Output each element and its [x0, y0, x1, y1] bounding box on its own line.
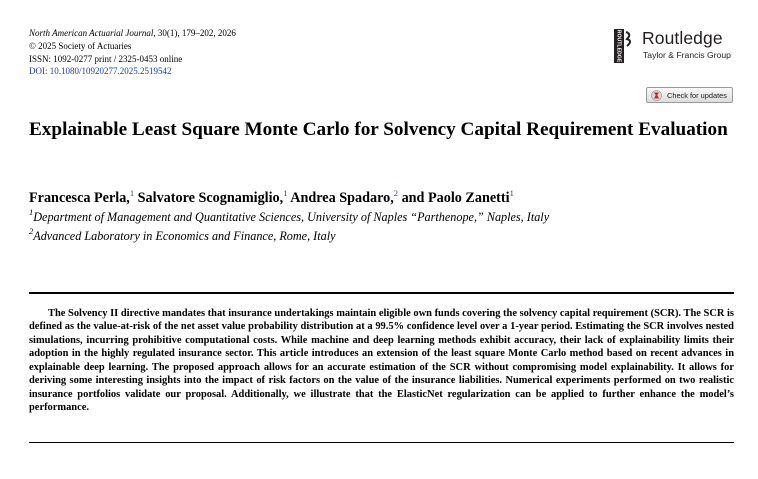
routledge-logo-icon [612, 28, 634, 64]
issn-line: ISSN: 1092-0277 print / 2325-0453 online [29, 53, 183, 64]
journal-metadata [29, 27, 236, 78]
publisher-logo[interactable] [612, 28, 742, 64]
publisher-group: Taylor & Francis Group [643, 50, 731, 60]
check-for-updates-button[interactable] [646, 87, 733, 103]
routledge-logo-text: ROUTLEDGE [615, 29, 622, 63]
journal-details: , 30(1), 179–202, 2026 [153, 28, 236, 38]
author-name[interactable]: Salvatore Scognamiglio, [137, 190, 284, 206]
author-name[interactable]: Andrea Spadaro, [290, 190, 394, 206]
abstract-bottom-rule [29, 442, 734, 443]
copyright-line: © 2025 Society of Actuaries [29, 40, 132, 51]
affiliation-2 [29, 226, 336, 244]
journal-citation [29, 27, 236, 40]
crossmark-icon [651, 90, 662, 101]
affiliation-mark[interactable]: 1 [283, 188, 288, 198]
affiliation-mark[interactable]: 1 [509, 188, 514, 198]
abstract-top-rule [29, 292, 734, 294]
author-list [29, 190, 514, 207]
check-for-updates-label: Check for updates [667, 90, 727, 100]
publisher-name: Routledge [642, 28, 723, 48]
doi-link[interactable]: DOI: 10.1080/10920277.2025.2519542 [29, 66, 172, 77]
affiliation-mark[interactable]: 2 [393, 188, 399, 198]
article-title: Explainable Least Square Monte Carlo for Solvency Capital Requirement Evaluation [29, 119, 728, 140]
author-name[interactable]: Francesca Perla, [29, 190, 130, 206]
affiliation-number: 1 [29, 207, 34, 217]
author-name[interactable]: and Paolo Zanetti [401, 190, 510, 206]
affiliation-mark[interactable]: 1 [129, 188, 135, 198]
affiliation-text: Department of Management and Quantitative Sciences, University of Naples “Parthenope,” Naples, Italy [33, 210, 550, 224]
affiliation-number: 2 [29, 226, 34, 236]
journal-name: North American Actuarial Journal [29, 28, 154, 38]
affiliation-1 [29, 207, 550, 225]
abstract-text: The Solvency II directive mandates that insurance undertakings maintain eligible own funds covering the solvency capital requirement (SCR). The SCR is defined as the value-at-risk of the net asset value probability distribution at a 99.5% confidence level over a 1-year period. Estimating the SCR involves nested simulations, incurring prohibitive computational costs. While machine and deep learning methods exhibit accuracy, their lack of explainability limits their adoption in the highly regulated insurance sector. This article introduces an extension of the least square Monte Carlo method based on recent advances in explainable deep learning. The proposed approach allows for an accurate estimation of the SCR without compromising model explainability. It allows for deriving some interesting insights into the impact of risk factors on the value of the insurance liabilities. Numerical experiments performed on two realistic insurance portfolios validate our proposal. Additionally, we illustrate that the ElasticNet regularization can be applied to further enhance the model’s performance. [29, 308, 734, 414]
affiliation-text: Advanced Laboratory in Economics and Finance, Rome, Italy [33, 229, 336, 243]
